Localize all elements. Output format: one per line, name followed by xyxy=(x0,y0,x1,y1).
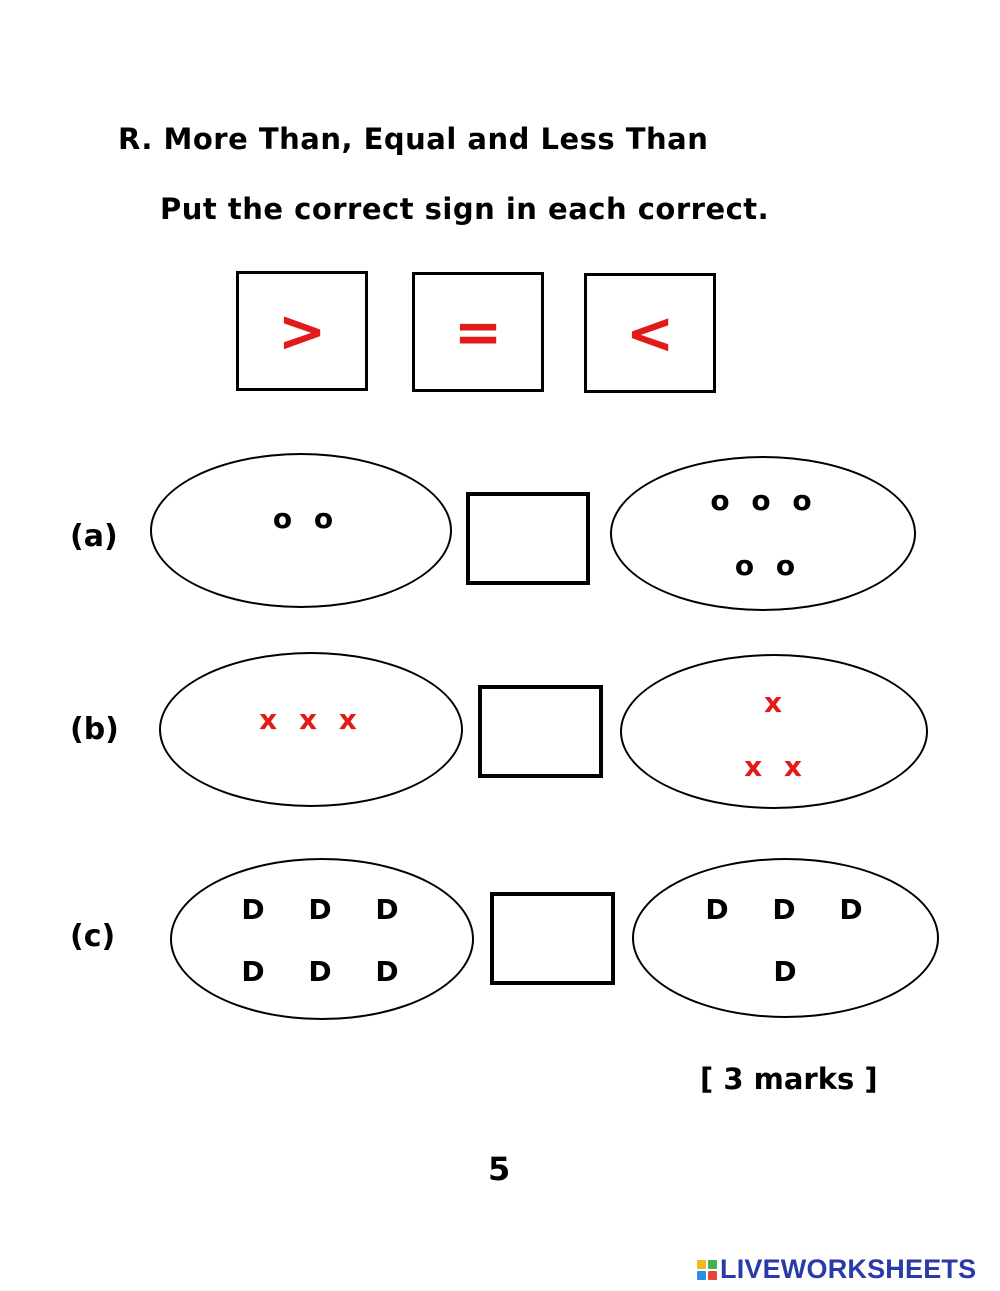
question-b-left-row-1: x x x xyxy=(259,703,363,736)
question-a-right-row-2: o o xyxy=(734,549,802,582)
question-c-right-oval xyxy=(632,858,939,1018)
liveworksheets-logo-icon xyxy=(697,1260,717,1280)
question-c-answer-box[interactable] xyxy=(490,892,615,985)
greater-than-sign-box[interactable] xyxy=(236,271,368,391)
page-number: 5 xyxy=(488,1150,511,1188)
less-than-sign: < xyxy=(625,299,675,367)
question-b-answer-box[interactable] xyxy=(478,685,603,778)
question-a-label: (a) xyxy=(70,519,118,554)
question-a-right-oval xyxy=(610,456,916,611)
section-heading: R. More Than, Equal and Less Than xyxy=(118,122,709,156)
liveworksheets-logo-text: LIVEWORKSHEETS xyxy=(720,1254,977,1284)
question-c-left-row-2: D D D xyxy=(241,955,405,988)
question-a-left-row-1: o o xyxy=(272,502,340,535)
question-a-right-row-1: o o o xyxy=(710,484,818,517)
question-c-left-row-1: D D D xyxy=(241,893,405,926)
liveworksheets-logo xyxy=(697,1254,976,1285)
question-c-label: (c) xyxy=(70,919,116,954)
question-b-right-row-2: x x xyxy=(744,750,808,783)
marks-label: [ 3 marks ] xyxy=(700,1062,878,1096)
instruction-text: Put the correct sign in each correct. xyxy=(160,192,770,226)
question-b-right-oval xyxy=(620,654,928,809)
equal-sign: = xyxy=(453,298,503,366)
question-b-right-row-1: x xyxy=(763,686,789,719)
less-than-sign-box[interactable] xyxy=(584,273,716,393)
question-c-right-row-2: D xyxy=(773,955,803,988)
question-a-answer-box[interactable] xyxy=(466,492,590,585)
question-c-left-oval xyxy=(170,858,474,1020)
equal-sign-box[interactable] xyxy=(412,272,544,392)
greater-than-sign: > xyxy=(277,297,327,365)
question-b-label: (b) xyxy=(70,712,119,747)
question-c-right-row-1: D D D xyxy=(705,893,869,926)
